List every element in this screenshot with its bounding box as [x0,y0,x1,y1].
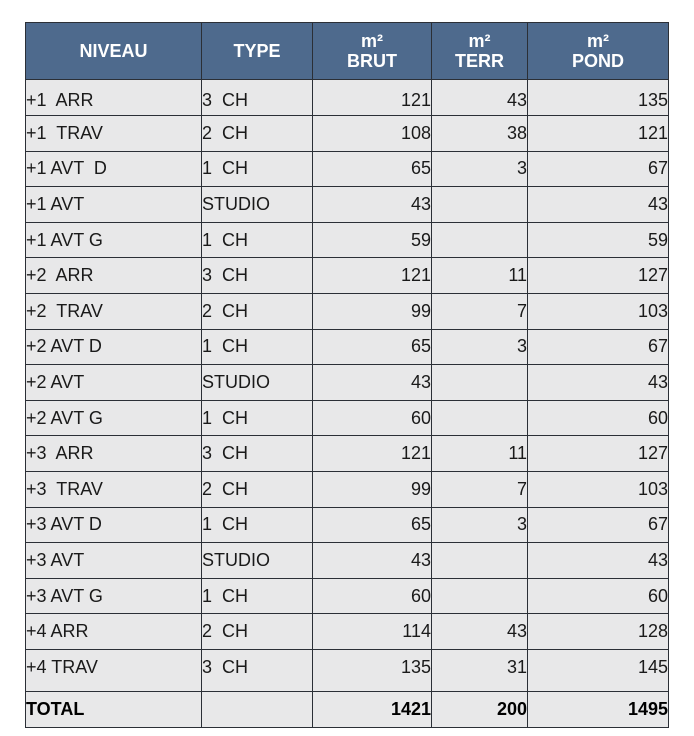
cell-terr [432,543,528,579]
cell-type: 1 CH [202,578,313,614]
cell-terr: 31 [432,649,528,691]
cell-pond: 67 [528,151,669,187]
table-row [26,222,669,258]
col-header-niveau-label: NIVEAU [79,41,148,61]
cell-terr: 3 [432,151,528,187]
table-footer [26,691,669,727]
header-row [26,23,669,80]
table-row [26,80,669,116]
cell-niveau: +4 TRAV [26,649,202,691]
col-header-terr [432,23,528,80]
col-header-niveau [26,23,202,80]
cell-pond: 59 [528,222,669,258]
table-row [26,116,669,152]
cell-brut: 60 [313,400,432,436]
cell-pond: 43 [528,543,669,579]
total-pond: 1495 [528,691,669,727]
cell-niveau: +1 ARR [26,80,202,116]
cell-niveau: +2 AVT D [26,329,202,365]
table-row [26,329,669,365]
cell-type: STUDIO [202,187,313,223]
cell-brut: 99 [313,471,432,507]
cell-niveau: +3 AVT G [26,578,202,614]
cell-niveau: +3 AVT D [26,507,202,543]
cell-brut: 65 [313,151,432,187]
cell-brut: 59 [313,222,432,258]
cell-terr: 43 [432,614,528,650]
cell-pond: 60 [528,400,669,436]
cell-pond: 145 [528,649,669,691]
cell-terr [432,187,528,223]
cell-type: STUDIO [202,365,313,401]
cell-terr: 3 [432,329,528,365]
table-row [26,471,669,507]
cell-type: STUDIO [202,543,313,579]
cell-niveau: +2 ARR [26,258,202,294]
cell-terr [432,400,528,436]
cell-niveau: +1 AVT D [26,151,202,187]
table-row [26,436,669,472]
cell-terr: 38 [432,116,528,152]
surface-table [25,22,669,728]
total-terr: 200 [432,691,528,727]
col-header-pond [528,23,669,80]
table-row [26,365,669,401]
cell-type: 2 CH [202,614,313,650]
table-row [26,293,669,329]
table-row [26,187,669,223]
col-header-terr-label: TERR [455,51,504,71]
cell-type: 2 CH [202,293,313,329]
cell-type: 3 CH [202,258,313,294]
col-header-brut-unit: m² [361,31,383,51]
total-type [202,691,313,727]
cell-type: 2 CH [202,471,313,507]
table-row [26,649,669,691]
table-row [26,507,669,543]
cell-type: 2 CH [202,116,313,152]
cell-terr: 11 [432,258,528,294]
cell-pond: 135 [528,80,669,116]
cell-niveau: +1 AVT G [26,222,202,258]
cell-brut: 65 [313,507,432,543]
table-row [26,578,669,614]
total-row [26,691,669,727]
cell-brut: 43 [313,543,432,579]
cell-brut: 121 [313,258,432,294]
cell-type: 1 CH [202,222,313,258]
cell-terr [432,365,528,401]
cell-niveau: +2 AVT [26,365,202,401]
cell-terr: 43 [432,80,528,116]
cell-pond: 103 [528,293,669,329]
cell-pond: 128 [528,614,669,650]
cell-brut: 114 [313,614,432,650]
table-header [26,23,669,80]
total-brut: 1421 [313,691,432,727]
table-row [26,151,669,187]
cell-brut: 99 [313,293,432,329]
cell-niveau: +4 ARR [26,614,202,650]
col-header-brut-label: BRUT [347,51,397,71]
cell-niveau: +1 AVT [26,187,202,223]
cell-type: 3 CH [202,80,313,116]
cell-type: 1 CH [202,400,313,436]
cell-brut: 43 [313,187,432,223]
cell-pond: 103 [528,471,669,507]
cell-pond: 43 [528,187,669,223]
cell-niveau: +2 AVT G [26,400,202,436]
col-header-terr-unit: m² [468,31,491,51]
cell-type: 1 CH [202,329,313,365]
cell-pond: 127 [528,258,669,294]
cell-terr: 3 [432,507,528,543]
table-body [26,80,669,692]
table-row [26,400,669,436]
col-header-pond-unit: m² [587,31,609,51]
cell-type: 1 CH [202,151,313,187]
cell-brut: 121 [313,436,432,472]
cell-terr: 7 [432,471,528,507]
col-header-type-label: TYPE [233,41,281,61]
total-label: TOTAL [26,691,202,727]
cell-brut: 108 [313,116,432,152]
col-header-brut [313,23,432,80]
cell-terr [432,222,528,258]
cell-niveau: +3 ARR [26,436,202,472]
cell-pond: 60 [528,578,669,614]
cell-niveau: +3 AVT [26,543,202,579]
cell-type: 1 CH [202,507,313,543]
col-header-pond-label: POND [571,51,624,71]
cell-niveau: +1 TRAV [26,116,202,152]
cell-pond: 121 [528,116,669,152]
cell-pond: 67 [528,507,669,543]
cell-pond: 43 [528,365,669,401]
cell-terr: 7 [432,293,528,329]
cell-brut: 121 [313,80,432,116]
table-row [26,258,669,294]
cell-brut: 65 [313,329,432,365]
cell-pond: 127 [528,436,669,472]
table-row [26,543,669,579]
col-header-type [202,23,313,80]
cell-brut: 135 [313,649,432,691]
table-row [26,614,669,650]
cell-type: 3 CH [202,436,313,472]
cell-pond: 67 [528,329,669,365]
cell-type: 3 CH [202,649,313,691]
cell-terr [432,578,528,614]
cell-terr: 11 [432,436,528,472]
cell-brut: 43 [313,365,432,401]
cell-niveau: +2 TRAV [26,293,202,329]
cell-brut: 60 [313,578,432,614]
cell-niveau: +3 TRAV [26,471,202,507]
